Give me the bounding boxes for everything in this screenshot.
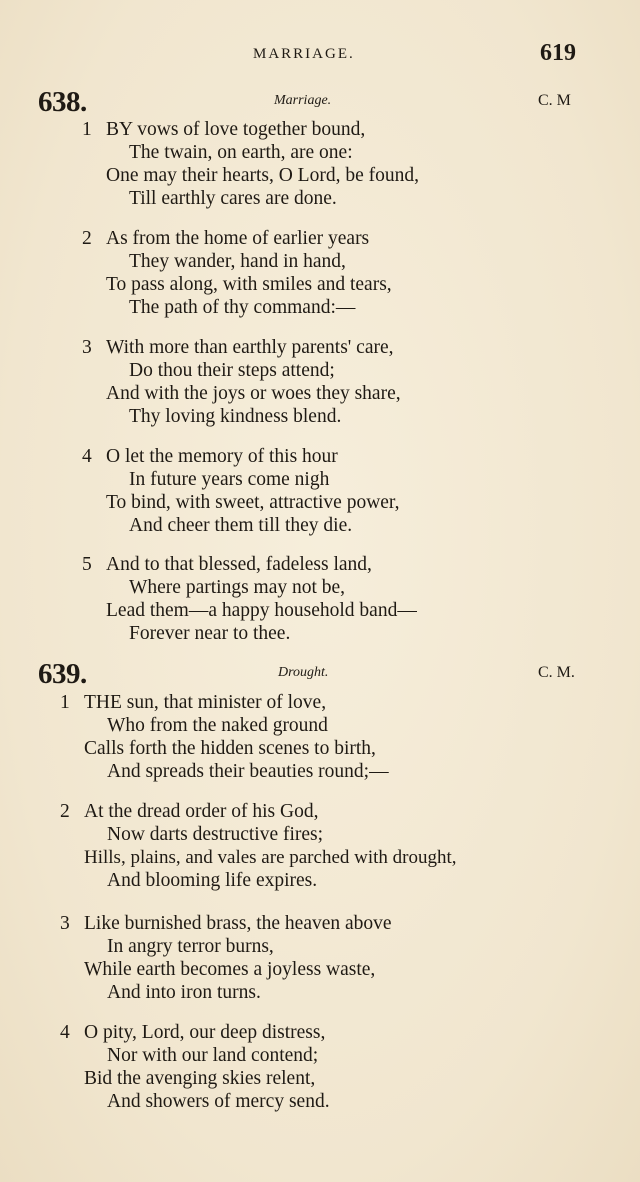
verse-line: Hills, plains, and vales are parched with drought,	[84, 847, 457, 868]
verse-line: Thy loving kindness blend.	[129, 406, 342, 427]
hymn-subject: Drought.	[278, 665, 329, 680]
verse-line: To bind, with sweet, attractive power,	[106, 492, 400, 513]
stanza-number: 3	[60, 913, 70, 934]
verse-line: And blooming life expires.	[107, 870, 318, 891]
verse-line: Do thou their steps attend;	[129, 360, 335, 381]
hymn-subject: Marriage.	[274, 93, 332, 108]
verse-line: O pity, Lord, our deep distress,	[84, 1022, 326, 1043]
stanza-number: 2	[60, 801, 70, 822]
verse-line: Now darts destructive fires;	[107, 824, 324, 845]
verse-line: BY vows of love together bound,	[106, 119, 366, 140]
verse-line: And with the joys or woes they share,	[106, 383, 401, 404]
verse-line: Nor with our land contend;	[107, 1045, 319, 1066]
page-number: 619	[540, 40, 576, 66]
verse-line: The twain, on earth, are one:	[129, 142, 353, 163]
verse-line: In angry terror burns,	[107, 936, 274, 957]
hymn-meter: C. M.	[538, 664, 575, 681]
stanza-number: 2	[82, 228, 92, 249]
verse-line: And cheer them till they die.	[129, 515, 353, 536]
hymn-header-639	[0, 658, 640, 692]
verse-line: THE sun, that minister of love,	[84, 692, 327, 713]
verse-line: To pass along, with smiles and tears,	[106, 274, 392, 295]
verse-line: They wander, hand in hand,	[129, 251, 346, 272]
verse-line: At the dread order of his God,	[84, 801, 319, 822]
verse-line: Who from the naked ground	[107, 715, 328, 736]
verse-line: As from the home of earlier years	[106, 228, 370, 249]
verse-line: And to that blessed, fadeless land,	[106, 554, 372, 575]
verse-line: Till earthly cares are done.	[129, 188, 337, 209]
verse-line: And showers of mercy send.	[107, 1091, 330, 1112]
hymn-number: 638.	[38, 86, 87, 118]
running-title: MARRIAGE.	[253, 46, 355, 62]
verse-line: Where partings may not be,	[129, 577, 346, 598]
verse-line: Like burnished brass, the heaven above	[84, 913, 392, 934]
stanza-number: 3	[82, 337, 92, 358]
stanza-number: 1	[60, 692, 70, 713]
running-head	[0, 40, 640, 74]
verse-line: Lead them—a happy household band—	[106, 600, 417, 621]
verse-line: O let the memory of this hour	[106, 446, 338, 467]
hymn-number: 639.	[38, 658, 87, 690]
verse-line: Bid the avenging skies relent,	[84, 1068, 316, 1089]
verse-line: The path of thy command:—	[129, 297, 356, 318]
stanza-number: 5	[82, 554, 92, 575]
stanza-number: 1	[82, 119, 92, 140]
hymn-header-638	[0, 86, 640, 120]
verse-line: And spreads their beauties round;—	[107, 761, 389, 782]
hymn-meter: C. M	[538, 92, 571, 109]
verse-line: In future years come nigh	[129, 469, 330, 490]
verse-line: With more than earthly parents' care,	[106, 337, 394, 358]
verse-line: While earth becomes a joyless waste,	[84, 959, 376, 980]
verse-line: Calls forth the hidden scenes to birth,	[84, 738, 376, 759]
verse-line: And into iron turns.	[107, 982, 261, 1003]
verse-line: One may their hearts, O Lord, be found,	[106, 165, 419, 186]
stanza-number: 4	[60, 1022, 70, 1043]
verse-line: Forever near to thee.	[129, 623, 291, 644]
stanza-number: 4	[82, 446, 92, 467]
